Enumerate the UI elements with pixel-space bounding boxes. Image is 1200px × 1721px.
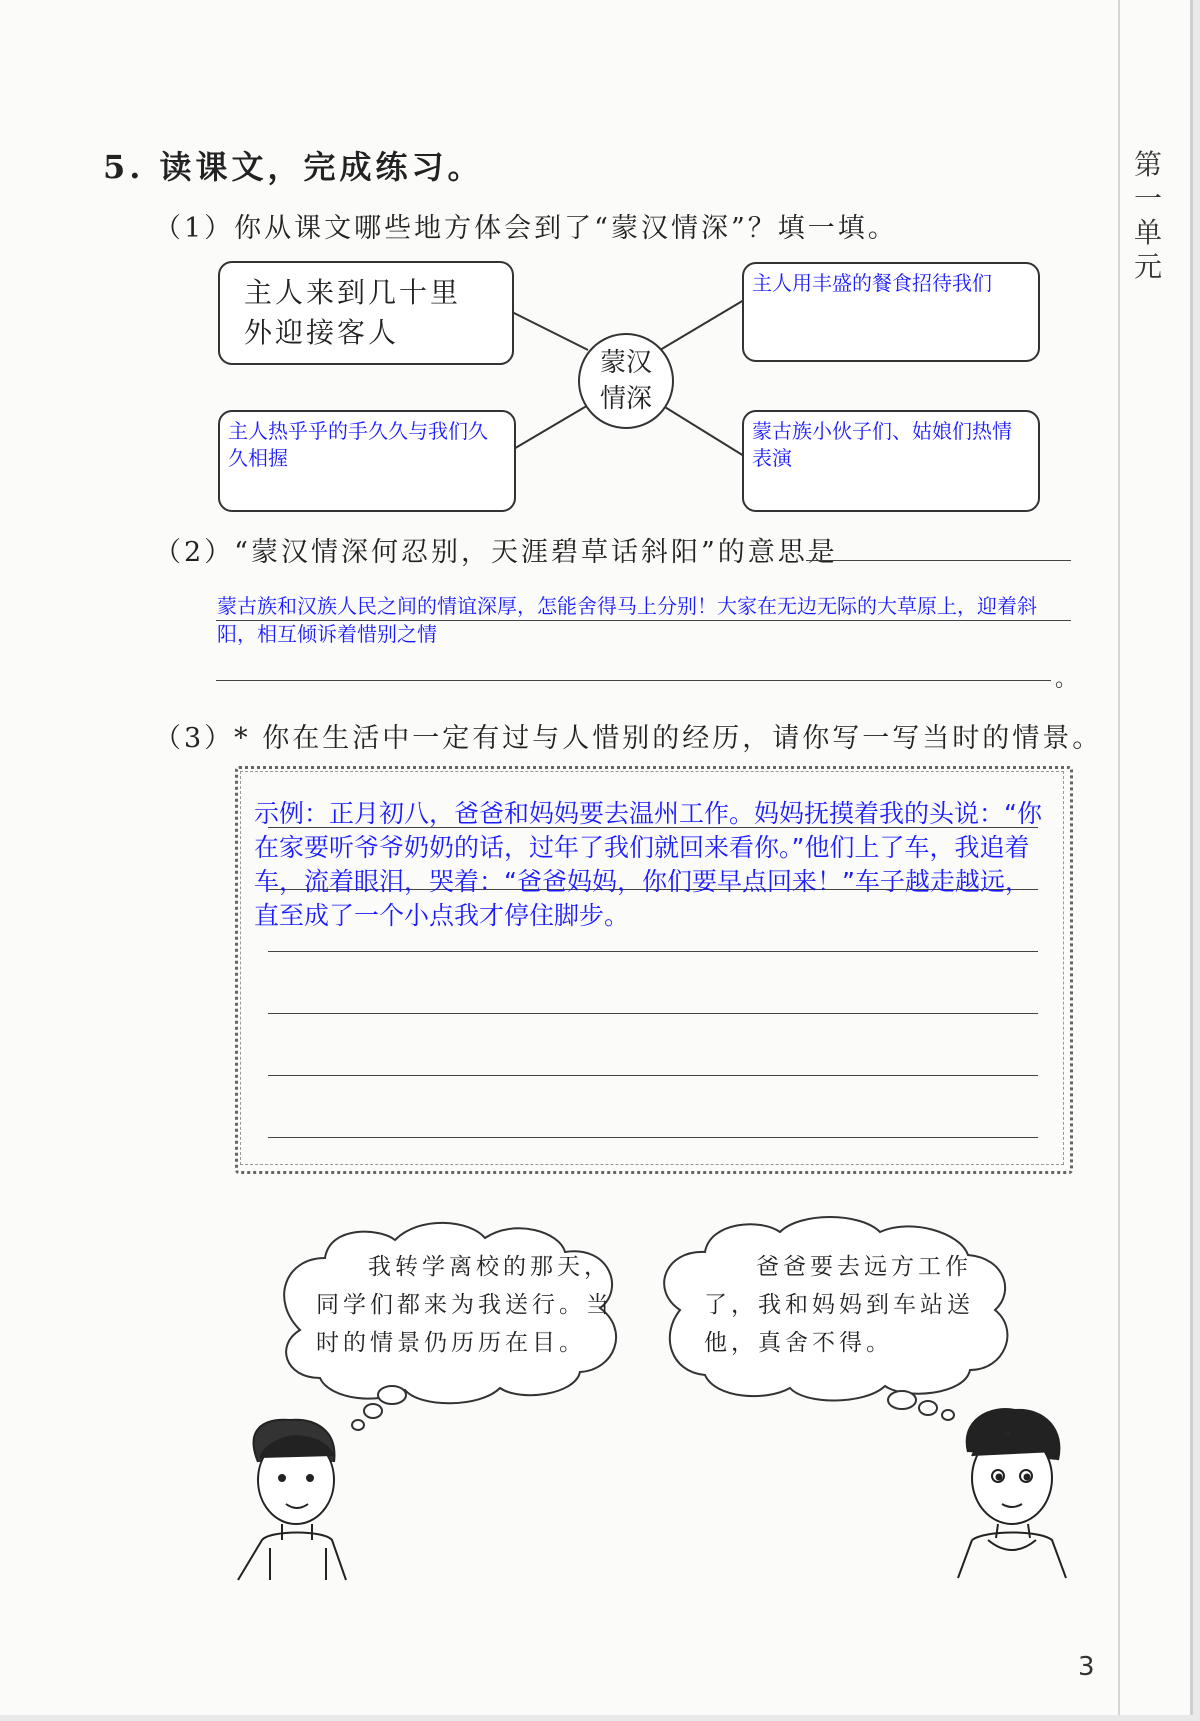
part2-answer: 蒙古族和汉族人民之间的情谊深厚，怎能舍得马上分别！大家在无边无际的大草原上，迎着斜阳，相互倾诉着惜别之情 (217, 594, 1037, 646)
part3-prompt: （3）* 你在生活中一定有过与人惜别的经历，请你写一写当时的情景。 (154, 723, 1103, 754)
bubble-right-line-2: 了，我和妈妈到车站送 (704, 1292, 974, 1318)
boy-left-illustration (238, 1420, 346, 1580)
bubble-left-line-2: 同学们都来为我送行。当 (316, 1292, 613, 1318)
bubble-left-line-1: 我转学离校的那天， (368, 1254, 611, 1280)
center-label: 蒙汉情深 (599, 348, 652, 414)
page-number: 3 (1078, 1652, 1095, 1682)
part2-end-mark: 。 (1055, 667, 1078, 692)
boy-right-illustration (958, 1409, 1066, 1578)
box-bottom-left: 主人热乎乎的手久久与我们久久相握 (218, 410, 516, 512)
unit-label: 第一单元 (1133, 148, 1162, 283)
part1-prompt: （1）你从课文哪些地方体会到了“蒙汉情深”？填一填。 (154, 213, 898, 244)
box-top-right: 主人用丰盛的餐食招待我们 (742, 262, 1040, 362)
bubble-left-line-3: 时的情景仍历历在目。 (316, 1330, 586, 1356)
box-bottom-right: 蒙古族小伙子们、姑娘们热情表演 (742, 410, 1040, 512)
part3-answer: 示例：正月初八，爸爸和妈妈要去温州工作。妈妈抚摸着我的头说：“你在家要听爷爷奶奶的话，过年了我们就回来看你。”他们上了车，我追着车，流着眼泪，哭着：“爸爸妈妈，你们要早点回来！”车子越走越远，直至成了一个小点我才停住脚步。 (254, 799, 1042, 930)
box-top-left: 主人来到几十里外迎接客人 (218, 261, 514, 365)
bubble-right-line-3: 他，真舍不得。 (704, 1330, 893, 1356)
part2-prompt: （2）“蒙汉情深何忍别，天涯碧草话斜阳”的意思是 (154, 537, 838, 568)
bubble-right-line-1: 爸爸要去远方工作 (756, 1254, 972, 1280)
question-title: 5. 读课文，完成练习。 (103, 148, 484, 186)
